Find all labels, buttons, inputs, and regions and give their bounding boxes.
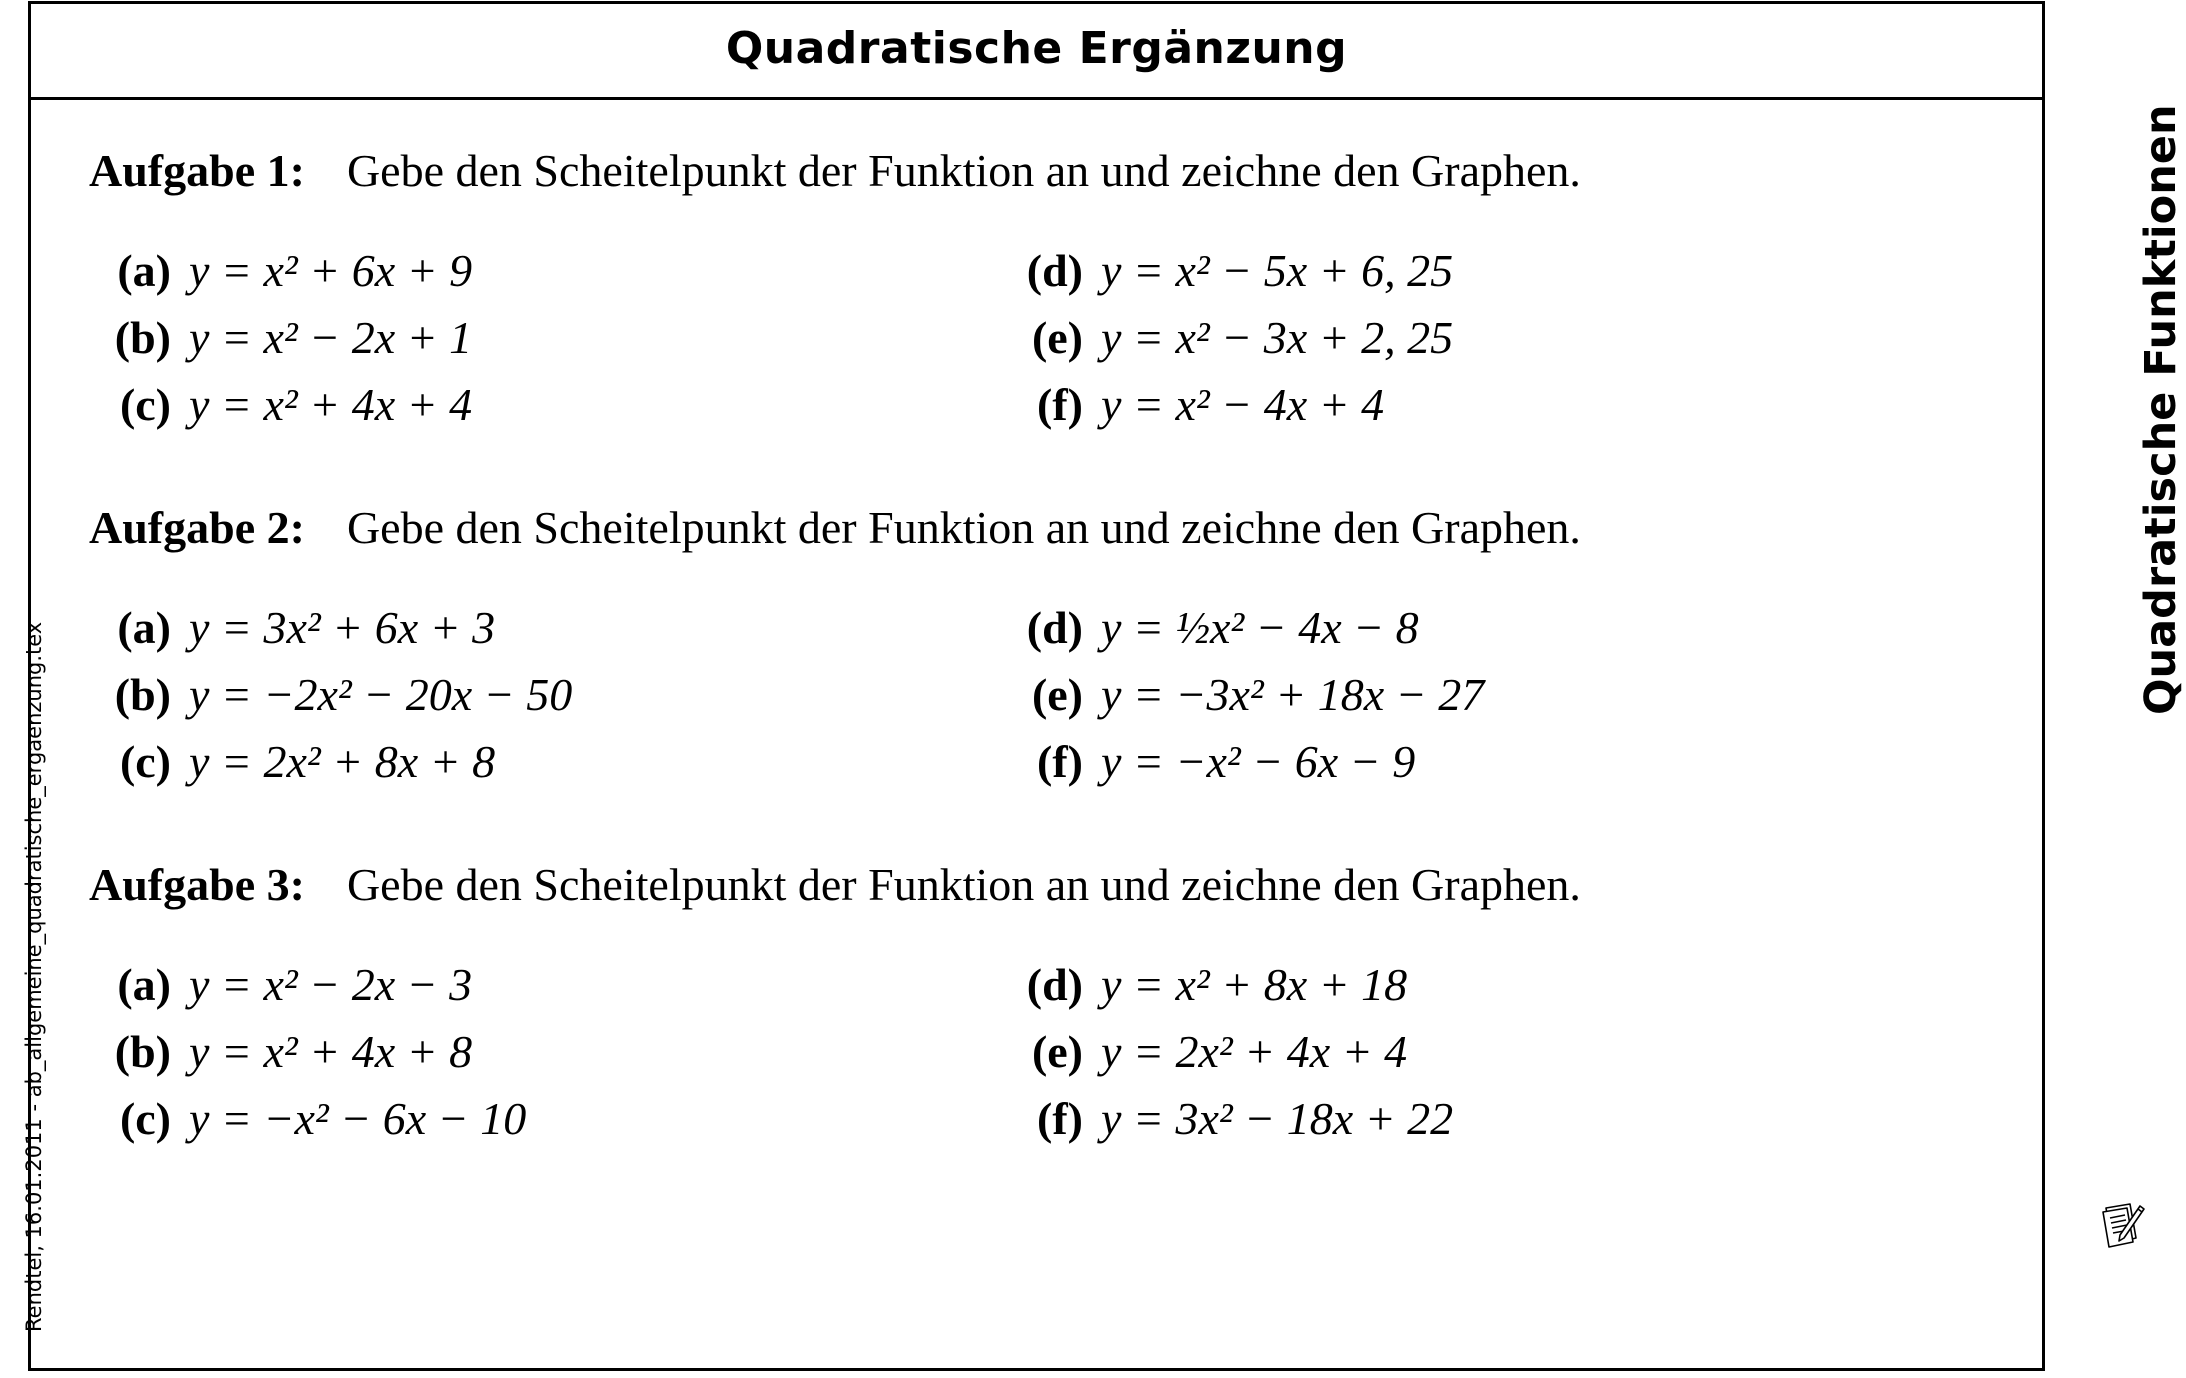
- task-instruction: Gebe den Scheitelpunkt der Funktion an und zeichne den Graphen.: [346, 145, 1581, 196]
- exercise-item: [89, 372, 472, 438]
- item-letter: (f): [1037, 379, 1083, 430]
- page-title: Quadratische Ergänzung: [725, 23, 1348, 74]
- footer-note: Rendtel, 16.01.2011 - ab_allgemeine_quadratische_ergaenzung.tex: [22, 621, 46, 1332]
- item-letter: (e): [1031, 1026, 1083, 1077]
- task-items: [89, 238, 1989, 448]
- task-heading: [89, 141, 1989, 201]
- item-equation: y = x² − 4x + 4: [1101, 379, 1385, 430]
- item-equation: y = x² − 2x + 1: [189, 312, 473, 363]
- item-equation: y = −x² − 6x − 10: [189, 1093, 527, 1144]
- exercise-item: [1001, 662, 1484, 728]
- exercise-item: [1001, 952, 1407, 1018]
- exercise-item: [89, 238, 472, 304]
- task-label: Aufgabe 2:: [89, 502, 305, 553]
- item-letter: (f): [1037, 736, 1083, 787]
- task-1: [89, 141, 1989, 448]
- item-letter: (c): [119, 379, 171, 430]
- worksheet-frame: [28, 1, 2045, 1371]
- task-instruction: Gebe den Scheitelpunkt der Funktion an und zeichne den Graphen.: [346, 859, 1581, 910]
- item-letter: (d): [1026, 602, 1083, 653]
- pen-paper-icon: [2100, 1198, 2146, 1250]
- title-bar: [31, 4, 2042, 100]
- exercise-item: [1001, 1019, 1407, 1085]
- item-equation: y = x² + 6x + 9: [189, 245, 473, 296]
- item-equation: y = 3x² − 18x + 22: [1101, 1093, 1454, 1144]
- item-letter: (d): [1026, 959, 1083, 1010]
- item-letter: (b): [114, 312, 171, 363]
- task-2: [89, 498, 1989, 805]
- exercise-item: [89, 305, 472, 371]
- task-3: [89, 855, 1989, 1162]
- item-letter: (c): [119, 1093, 171, 1144]
- task-heading: [89, 855, 1989, 915]
- exercise-item: [1001, 595, 1419, 661]
- item-letter: (f): [1037, 1093, 1083, 1144]
- exercise-item: [89, 1019, 472, 1085]
- item-equation: y = 2x² + 4x + 4: [1101, 1026, 1408, 1077]
- item-letter: (b): [114, 669, 171, 720]
- item-letter: (c): [119, 736, 171, 787]
- item-equation: y = x² − 3x + 2, 25: [1101, 312, 1454, 363]
- exercise-item: [1001, 372, 1384, 438]
- exercise-item: [1001, 305, 1453, 371]
- item-equation: y = x² − 5x + 6, 25: [1101, 245, 1454, 296]
- item-equation: y = −x² − 6x − 9: [1101, 736, 1416, 787]
- task-label: Aufgabe 3:: [89, 859, 305, 910]
- item-letter: (e): [1031, 669, 1083, 720]
- task-items: [89, 952, 1989, 1162]
- task-instruction: Gebe den Scheitelpunkt der Funktion an und zeichne den Graphen.: [346, 502, 1581, 553]
- item-equation: y = 2x² + 8x + 8: [189, 736, 496, 787]
- item-letter: (e): [1031, 312, 1083, 363]
- item-equation: y = x² + 8x + 18: [1101, 959, 1408, 1010]
- task-heading: [89, 498, 1989, 558]
- item-letter: (d): [1026, 245, 1083, 296]
- item-equation: y = ½x² − 4x − 8: [1101, 602, 1419, 653]
- task-label: Aufgabe 1:: [89, 145, 305, 196]
- item-letter: (b): [114, 1026, 171, 1077]
- exercise-item: [1001, 238, 1453, 304]
- exercise-item: [89, 729, 495, 795]
- item-equation: y = 3x² + 6x + 3: [189, 602, 496, 653]
- item-equation: y = −2x² − 20x − 50: [189, 669, 573, 720]
- side-label: Quadratische Funktionen: [2136, 104, 2186, 715]
- exercise-item: [1001, 729, 1415, 795]
- item-letter: (a): [117, 245, 171, 296]
- exercise-item: [89, 952, 472, 1018]
- item-equation: y = −3x² + 18x − 27: [1101, 669, 1485, 720]
- item-equation: y = x² + 4x + 8: [189, 1026, 473, 1077]
- exercise-item: [89, 1086, 526, 1152]
- exercise-item: [89, 595, 495, 661]
- exercise-item: [89, 662, 572, 728]
- exercise-item: [1001, 1086, 1453, 1152]
- task-items: [89, 595, 1989, 805]
- item-equation: y = x² + 4x + 4: [189, 379, 473, 430]
- item-letter: (a): [117, 602, 171, 653]
- item-equation: y = x² − 2x − 3: [189, 959, 473, 1010]
- item-letter: (a): [117, 959, 171, 1010]
